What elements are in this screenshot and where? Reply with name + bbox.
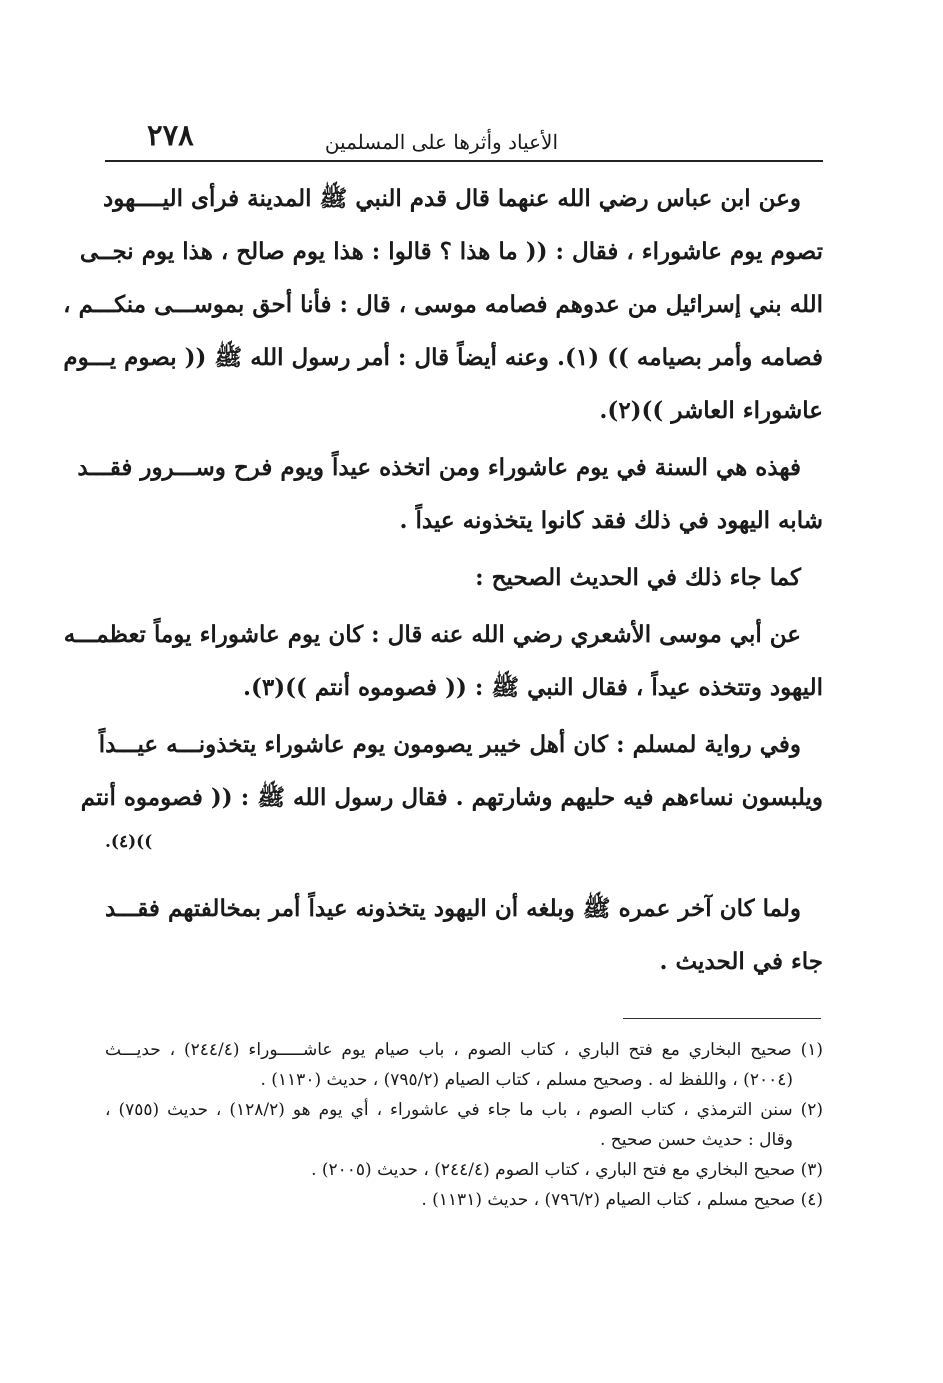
main-text	[63, 172, 823, 992]
footnote-line: وقال : حديث حسن صحيح .	[599, 1130, 793, 1150]
text-line: عاشوراء العاشر ))(٢).	[599, 397, 823, 424]
footnote-line: (٤) صحيح مسلم ، كتاب الصيام (٧٩٦/٢) ، حديث (١١٣١) .	[421, 1190, 823, 1210]
text-line: فهذه هي السنة في يوم عاشوراء ومن اتخذه عيداً ويوم فرح وســـرور فقـــد	[77, 454, 801, 481]
footnote-separator	[623, 1018, 821, 1019]
footnote-3	[105, 1155, 823, 1185]
page-header	[105, 118, 823, 162]
footnote-4	[105, 1185, 823, 1215]
text-line: وعن ابن عباس رضي الله عنهما قال قدم النبي ﷺ المدينة فرأى اليــــهود	[103, 185, 801, 212]
text-line: الله بني إسرائيل من عدوهم فصامه موسى ، قال : فأنا أحق بموســـى منكـــم ،	[63, 291, 823, 318]
text-line: شابه اليهود في ذلك فقد كانوا يتخذونه عيداً .	[399, 507, 823, 534]
paragraph-5	[80, 718, 823, 860]
text-line: ويلبسون نساءهم فيه حليهم وشارتهم . فقال رسول الله ﷺ : (( فصوموه أنتم	[80, 784, 823, 811]
text-line: جاء في الحديث .	[659, 948, 823, 975]
text-line: فصامه وأمر بصيامه )) (١). وعنه أيضاً قال : أمر رسول الله ﷺ (( بصوم يـــوم	[63, 344, 823, 371]
footnote-2	[105, 1095, 823, 1155]
paragraph-4	[63, 608, 823, 714]
page-number: ٢٧٨	[147, 118, 194, 152]
paragraph-6	[105, 882, 823, 988]
footnote-line: (١) صحيح البخاري مع فتح الباري ، كتاب الصوم ، باب صيام يوم عاشـــــوراء (٢٤٤/٤) ، حديـــث	[105, 1040, 823, 1060]
footnote-1	[105, 1035, 823, 1095]
paragraph-1	[63, 172, 823, 437]
running-title: الأعياد وأثرها على المسلمين	[324, 130, 558, 154]
paragraph-2	[77, 441, 823, 547]
footnote-line: (٢٠٠٤) ، واللفظ له . وصحيح مسلم ، كتاب الصيام (٧٩٥/٢) ، حديث (١١٣٠) .	[260, 1070, 793, 1090]
footnote-line: (٣) صحيح البخاري مع فتح الباري ، كتاب الصوم (٢٤٤/٤) ، حديث (٢٠٠٥) .	[311, 1160, 823, 1180]
footnotes	[105, 1035, 823, 1215]
text-line: كما جاء ذلك في الحديث الصحيح :	[475, 564, 801, 591]
paragraph-3	[105, 551, 823, 604]
text-line: عن أبي موسى الأشعري رضي الله عنه قال : كان يوم عاشوراء يوماً تعظمـــه	[63, 621, 801, 648]
text-line: ولما كان آخر عمره ﷺ وبلغه أن اليهود يتخذونه عيداً أمر بمخالفتهم فقـــد	[105, 895, 801, 922]
paragraph-gap	[105, 864, 823, 882]
text-line: اليهود وتتخذه عيداً ، فقال النبي ﷺ : (( فصوموه أنتم ))(٣).	[243, 674, 823, 701]
text-line: وفي رواية لمسلم : كان أهل خيبر يصومون يوم عاشوراء يتخذونـــه عيـــداً	[98, 731, 801, 758]
text-line: تصوم يوم عاشوراء ، فقال : (( ما هذا ؟ قالوا : هذا يوم صالح ، هذا يوم نجــى	[79, 238, 823, 265]
footnote-line: (٢) سنن الترمذي ، كتاب الصوم ، باب ما جاء في عاشوراء ، أي يوم هو (١٢٨/٢) ، حديث (٧٥٥) ،	[105, 1100, 823, 1120]
text-line: ))(٤).	[105, 832, 153, 852]
header-rule	[105, 160, 823, 162]
